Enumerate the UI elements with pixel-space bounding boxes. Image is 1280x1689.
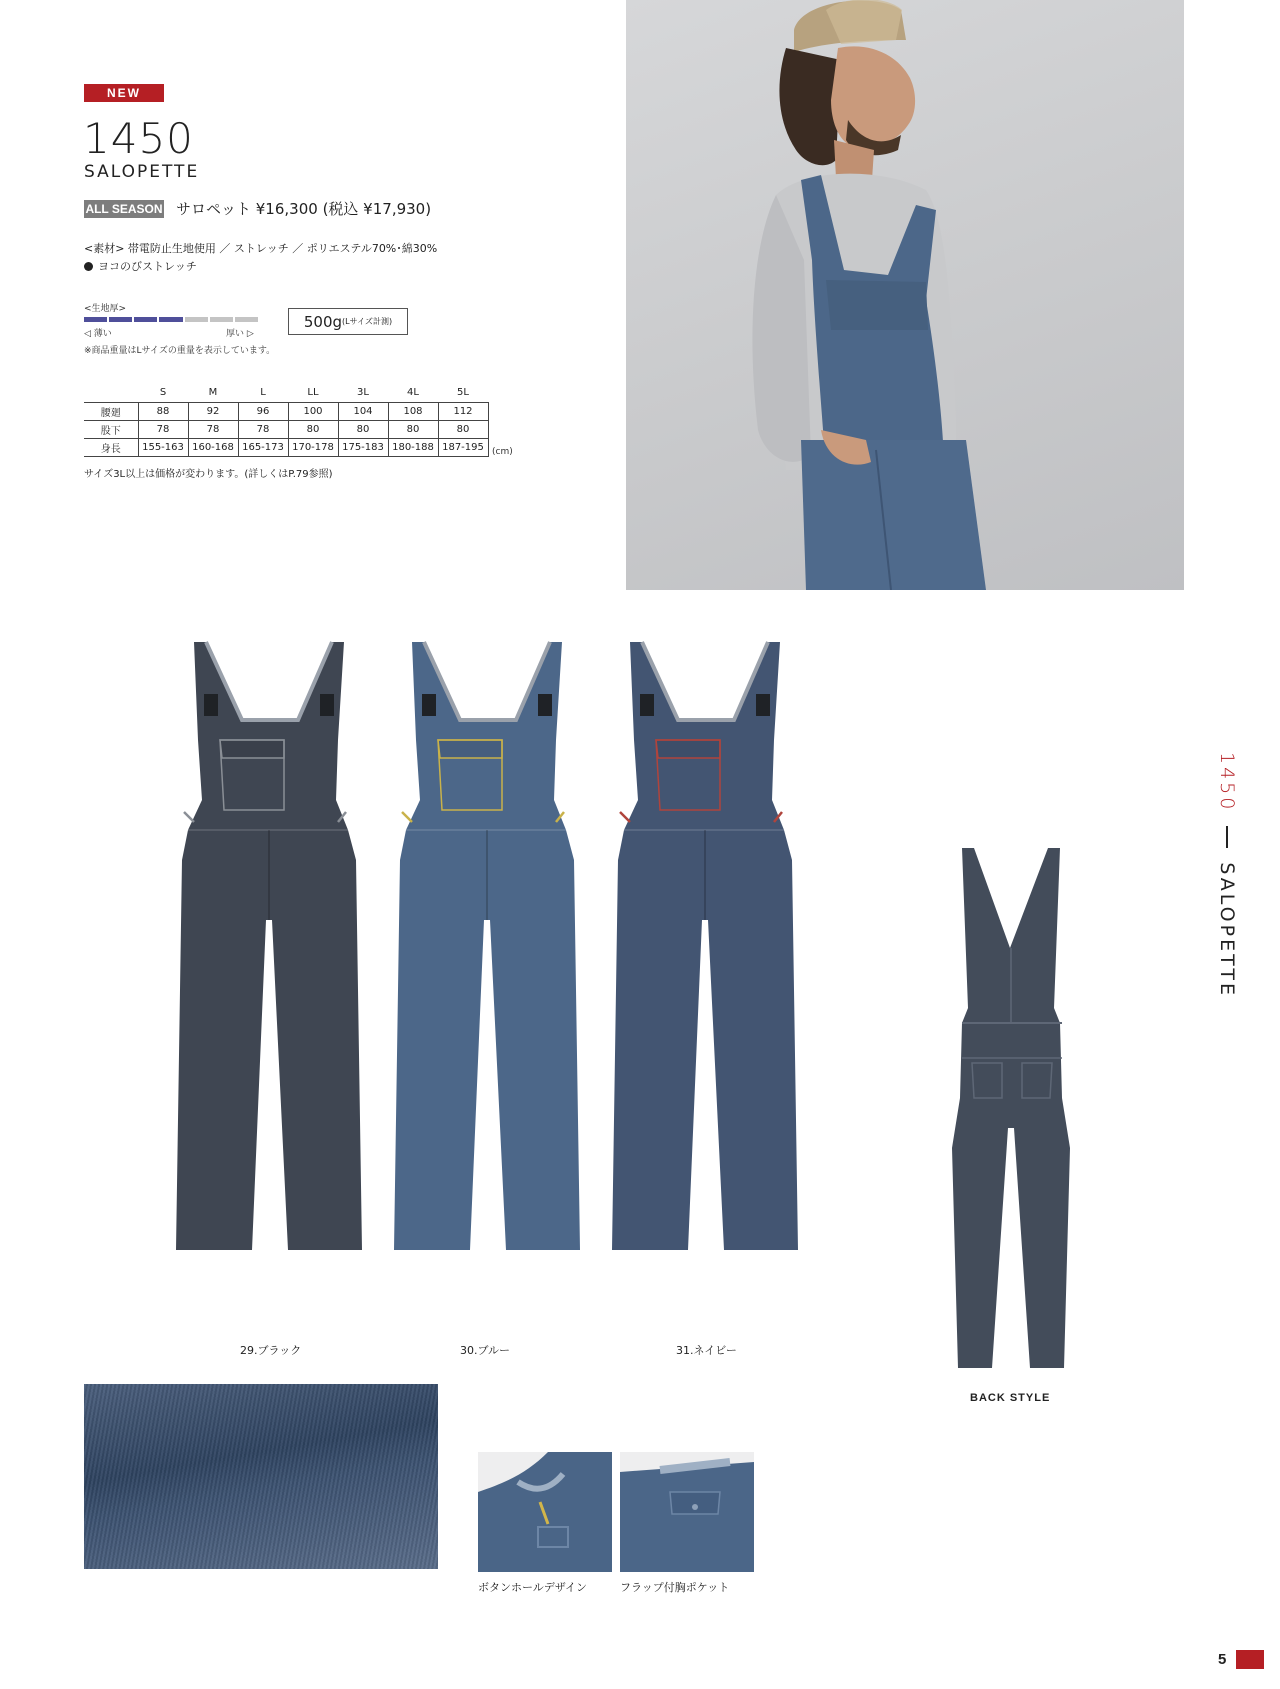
table-cell: 170-178: [288, 438, 338, 456]
color-caption-navy: [676, 1342, 737, 1358]
size-table: [84, 384, 489, 457]
thickness-segment: [159, 317, 182, 322]
size-col-3l: 3L: [338, 384, 388, 402]
table-cell: 108: [388, 402, 438, 420]
thickness-segment: [134, 317, 157, 322]
color-name: ブルー: [477, 1344, 511, 1357]
garment-body: [612, 642, 798, 1250]
weight-note: (Lサイズ計測): [342, 317, 393, 326]
color-name: ブラック: [257, 1344, 302, 1357]
garment-body: [176, 642, 362, 1250]
garment-body: [394, 642, 580, 1250]
weight-caption: ※商品重量はLサイズの重量を表示しています。: [84, 346, 276, 356]
row-label: 身長: [84, 438, 138, 456]
table-cell: 80: [338, 420, 388, 438]
table-cell: 78: [238, 420, 288, 438]
thickness-segment: [210, 317, 233, 322]
side-title-separator: [1226, 826, 1228, 848]
side-title: [1214, 752, 1240, 1022]
table-cell: 155-163: [138, 438, 188, 456]
weight-value: 500g: [303, 312, 343, 331]
table-cell: 187-195: [438, 438, 488, 456]
thickness-segment: [185, 317, 208, 322]
table-row: [84, 438, 488, 456]
product-number: 1450: [83, 114, 194, 163]
color-name: ネイビー: [693, 1344, 737, 1357]
table-cell: 78: [138, 420, 188, 438]
material-line: <素材> 帯電防止生地使用 ／ ストレッチ ／ ポリエステル70%･綿30%: [84, 242, 438, 255]
garment-blue: [378, 630, 598, 1310]
fabric-swatch-image: [84, 1384, 438, 1569]
table-cell: 160-168: [188, 438, 238, 456]
model-illustration: [626, 0, 1184, 590]
table-cell: 100: [288, 402, 338, 420]
garment-navy: [596, 630, 816, 1310]
buckle-right: [756, 694, 770, 716]
page-mark: [1236, 1650, 1264, 1669]
table-cell: 80: [438, 420, 488, 438]
buckle-left: [204, 694, 218, 716]
size-col-m: M: [188, 384, 238, 402]
thickness-segment: [109, 317, 132, 322]
table-cell: 88: [138, 402, 188, 420]
side-title-number: 1450: [1216, 752, 1238, 813]
feature-text: ヨコのびストレッチ: [98, 260, 197, 273]
side-title-name: SALOPETTE: [1216, 862, 1238, 998]
weight-box: [288, 308, 408, 335]
table-cell: 180-188: [388, 438, 438, 456]
product-name: SALOPETTE: [84, 162, 200, 182]
row-label: 腰廻: [84, 402, 138, 420]
back-style-caption: BACK STYLE: [970, 1392, 1051, 1404]
season-badge: ALL SEASON: [85, 202, 163, 216]
thickness-label: <生地厚>: [84, 304, 127, 314]
size-header-empty: [84, 384, 138, 402]
buckle-left: [640, 694, 654, 716]
color-code: 31.: [676, 1344, 694, 1357]
buckle-right: [538, 694, 552, 716]
color-code: 30.: [460, 1344, 478, 1357]
table-cell: 96: [238, 402, 288, 420]
model-photo: [626, 0, 1184, 590]
bullet-icon: [84, 262, 93, 271]
table-cell: 78: [188, 420, 238, 438]
buttonhole-left: [620, 812, 630, 822]
table-cell: 175-183: [338, 438, 388, 456]
table-cell: 80: [388, 420, 438, 438]
table-cell: 80: [288, 420, 338, 438]
buttonhole-left: [402, 812, 412, 822]
price-line: サロペット ¥16,300 (税込 ¥17,930): [176, 200, 432, 218]
detail-caption-buttonhole: ボタンホールデザイン: [478, 1581, 588, 1594]
color-caption-blue: [460, 1342, 510, 1358]
table-row: [84, 420, 488, 438]
table-cell: 92: [188, 402, 238, 420]
pocket-flap: [220, 740, 284, 758]
thickness-bar: [84, 317, 258, 322]
buttonhole-detail-image: [478, 1452, 612, 1572]
feature-line: [84, 258, 197, 274]
size-col-4l: 4L: [388, 384, 438, 402]
thickness-segment: [235, 317, 258, 322]
buckle-right: [320, 694, 334, 716]
table-cell: 104: [338, 402, 388, 420]
garment-back: [922, 848, 1102, 1378]
table-cell: 165-173: [238, 438, 288, 456]
pocket-detail-image: [620, 1452, 754, 1572]
color-caption-black: [240, 1342, 301, 1358]
thickness-segment: [84, 317, 107, 322]
page-number: 5: [1218, 1651, 1227, 1668]
color-code: 29.: [240, 1344, 258, 1357]
new-badge: NEW: [84, 84, 164, 102]
buckle-left: [422, 694, 436, 716]
size-col-ll: LL: [288, 384, 338, 402]
unit-label: (cm): [492, 447, 513, 457]
size-header-row: [84, 384, 488, 402]
buttonhole-left: [184, 812, 194, 822]
pocket-flap: [656, 740, 720, 758]
size-col-5l: 5L: [438, 384, 488, 402]
size-col-l: L: [238, 384, 288, 402]
size-col-s: S: [138, 384, 188, 402]
pocket-flap: [438, 740, 502, 758]
table-row: [84, 402, 488, 420]
table-cell: 112: [438, 402, 488, 420]
thin-label: ◁ 薄い: [84, 329, 112, 339]
row-label: 股下: [84, 420, 138, 438]
garment-black: [160, 630, 380, 1310]
size-note: サイズ3L以上は価格が変わります。(詳しくはP.79参照): [84, 469, 333, 480]
thick-label: 厚い ▷: [226, 329, 254, 339]
detail-caption-pocket: フラップ付胸ポケット: [620, 1581, 730, 1594]
